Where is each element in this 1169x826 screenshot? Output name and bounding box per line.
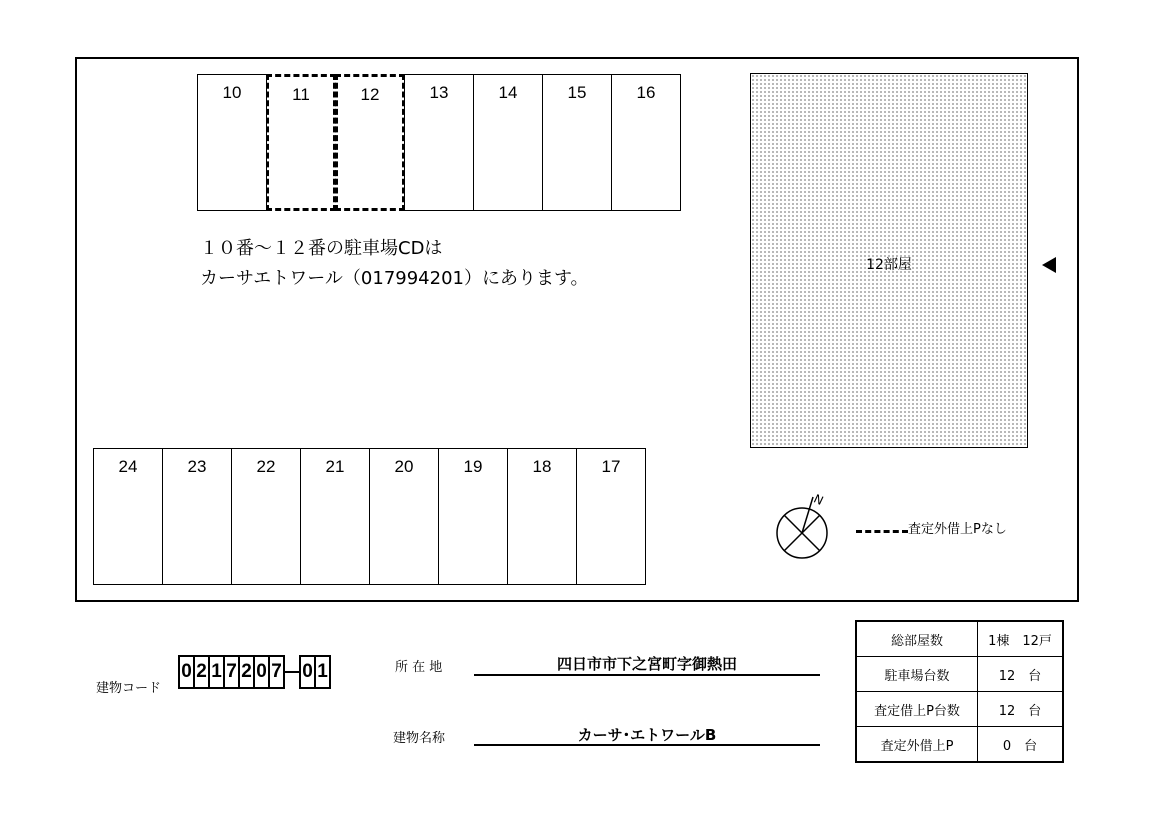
building-name-label: 建物名称 <box>393 731 446 746</box>
summary-value: 1棟 12戸 <box>978 621 1064 657</box>
parking-slot-number: 17 <box>601 457 621 476</box>
compass-north-label: N <box>811 491 826 509</box>
parking-slot <box>576 448 646 585</box>
legend-hatch-sample <box>856 530 908 533</box>
summary-row <box>856 692 1063 727</box>
parking-note-line-2: カーサエトワール（017994201）にあります。 <box>200 268 589 289</box>
room-count-label: 12部屋 <box>866 257 912 273</box>
parking-slot-number: 24 <box>118 457 138 476</box>
address-underline <box>474 674 820 676</box>
building-code-digit: 7 <box>223 655 240 689</box>
parking-slot-number: 16 <box>636 83 656 102</box>
compass-north-icon <box>770 488 840 560</box>
parking-slot <box>162 448 232 585</box>
summary-value: 12 台 <box>978 692 1064 727</box>
parking-note <box>200 234 589 294</box>
summary-value: 0 台 <box>978 727 1064 763</box>
parking-slot-number: 20 <box>394 457 414 476</box>
parking-slot-number: 13 <box>429 83 449 102</box>
parking-slot <box>473 74 543 211</box>
address-label: 所 在 地 <box>395 660 443 675</box>
parking-slot-number: 12 <box>360 85 380 104</box>
address-value: 四日市市下之宮町字御熱田 <box>556 655 737 673</box>
parking-slot-number: 15 <box>567 83 587 102</box>
legend-label: 査定外借上Pなし <box>908 522 1007 537</box>
summary-key: 査定借上P台数 <box>856 692 978 727</box>
summary-key: 総部屋数 <box>856 621 978 657</box>
parking-note-line-1: １０番～１２番の駐車場CDは <box>200 238 443 259</box>
parking-slot <box>369 448 439 585</box>
parking-slot <box>231 448 301 585</box>
building-code-boxes <box>178 655 329 689</box>
parking-slot <box>611 74 681 211</box>
summary-key: 駐車場台数 <box>856 657 978 692</box>
parking-slot <box>335 74 405 211</box>
parking-slot <box>197 74 267 211</box>
parking-slot-number: 22 <box>256 457 276 476</box>
summary-table <box>855 620 1064 763</box>
parking-slot <box>404 74 474 211</box>
parking-slot <box>300 448 370 585</box>
parking-slot <box>438 448 508 585</box>
building-code-digit: 0 <box>253 655 270 689</box>
summary-row <box>856 727 1063 763</box>
building-code-separator <box>285 671 299 673</box>
building-code-digit: 2 <box>193 655 210 689</box>
building-code-digit: 0 <box>178 655 195 689</box>
entrance-arrow-icon <box>1042 257 1056 273</box>
building-code-digit: 7 <box>268 655 285 689</box>
building-block <box>750 73 1028 448</box>
building-code-digit: 2 <box>238 655 255 689</box>
summary-key: 査定外借上P <box>856 727 978 763</box>
building-code-label: 建物コード <box>96 681 162 696</box>
building-code-digit: 0 <box>299 655 316 689</box>
summary-row <box>856 657 1063 692</box>
parking-slot <box>266 74 336 211</box>
parking-slot-number: 11 <box>292 85 310 104</box>
parking-slot <box>542 74 612 211</box>
summary-value: 12 台 <box>978 657 1064 692</box>
parking-slot <box>93 448 163 585</box>
building-name-value: カーサ･エトワールB <box>577 726 717 744</box>
parking-slot-number: 14 <box>498 83 518 102</box>
summary-row <box>856 621 1063 657</box>
parking-slot-number: 19 <box>463 457 483 476</box>
building-code-digit: 1 <box>314 655 331 689</box>
parking-slot-number: 18 <box>532 457 552 476</box>
building-code-digit: 1 <box>208 655 225 689</box>
parking-slot-number: 10 <box>222 83 242 102</box>
parking-slot <box>507 448 577 585</box>
parking-slot-number: 21 <box>325 457 345 476</box>
parking-slot-number: 23 <box>187 457 207 476</box>
building-name-underline <box>474 744 820 746</box>
